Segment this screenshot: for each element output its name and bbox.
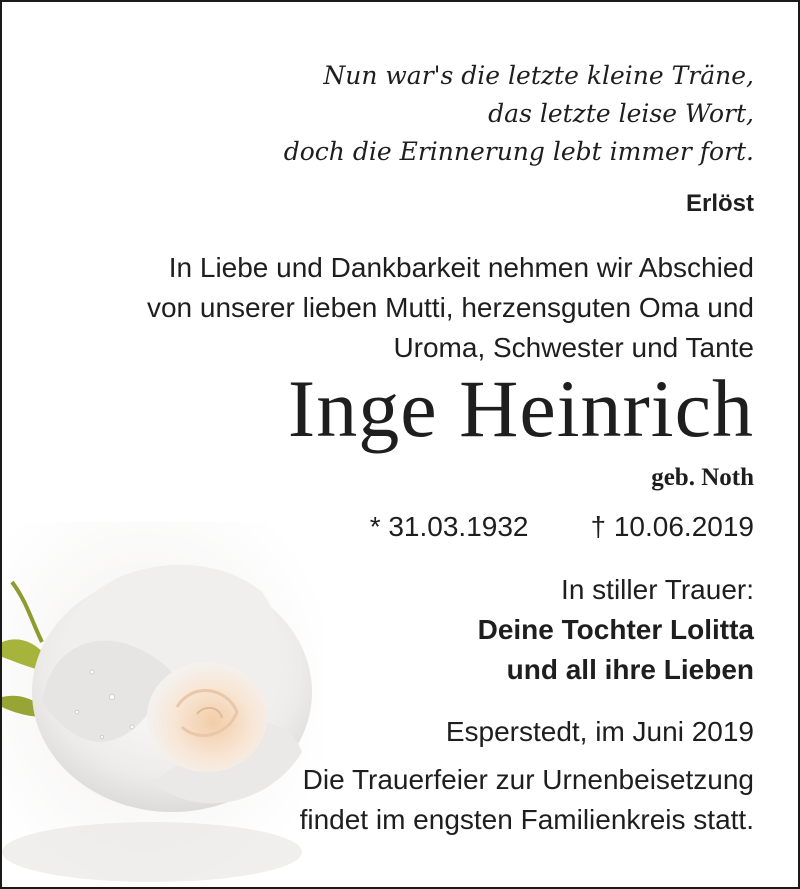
notice-line: findet im engsten Familienkreis statt. [299, 804, 754, 835]
notice-line: Die Trauerfeier zur Urnenbeisetzung [302, 764, 754, 795]
intro-line: Uroma, Schwester und Tante [393, 332, 754, 363]
mourner-line: und all ihre Lieben [506, 654, 754, 685]
mourners [478, 610, 754, 690]
funeral-notice [300, 760, 754, 840]
place-date: Esperstedt, im Juni 2019 [445, 716, 754, 747]
white-rose-image [2, 522, 322, 887]
intro-line: von unserer lieben Mutti, herzensguten Oma und [146, 292, 754, 323]
birth-date: * 31.03.1932 [369, 511, 529, 542]
poem-line: doch die Erinnerung lebt immer fort. [283, 137, 754, 166]
poem [284, 57, 754, 171]
status-label: Erlöst [685, 190, 754, 217]
deceased-name: Inge Heinrich [287, 363, 754, 454]
life-dates [370, 507, 754, 547]
mourning-label: In stiller Trauer: [561, 574, 754, 605]
intro-text [147, 248, 754, 368]
mourner-line: Deine Tochter Lolitta [477, 614, 754, 645]
maiden-name: geb. Noth [651, 464, 754, 491]
poem-line: das letzte leise Wort, [488, 99, 754, 128]
death-date: † 10.06.2019 [590, 511, 754, 542]
intro-line: In Liebe und Dankbarkeit nehmen wir Abschied [168, 252, 754, 283]
poem-line: Nun war's die letzte kleine Träne, [323, 61, 754, 90]
